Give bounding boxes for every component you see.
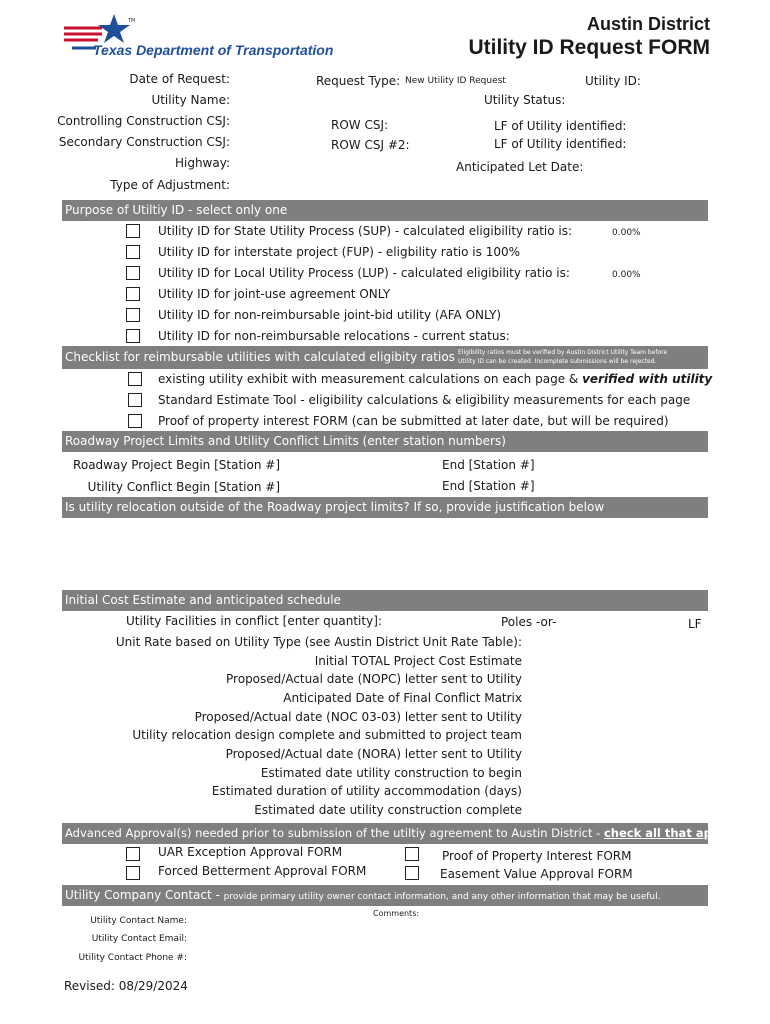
cost-section-header: Initial Cost Estimate and anticipated schedule bbox=[62, 590, 708, 611]
contact-email-label: Utility Contact Email: bbox=[91, 934, 187, 944]
anticipated-let-date-label: Anticipated Let Date: bbox=[456, 160, 584, 174]
facilities-label: Utility Facilities in conflict [enter quantity]: bbox=[126, 614, 382, 628]
controlling-csj-label: Controlling Construction CSJ: bbox=[57, 114, 230, 128]
uar-exception-checkbox[interactable] bbox=[126, 847, 140, 861]
checklist-item-exhibit-text: existing utility exhibit with measurement calculations on each page & bbox=[158, 372, 583, 386]
checklist-note bbox=[458, 348, 667, 366]
utility-id-label: Utility ID: bbox=[585, 74, 641, 88]
date-of-request-label: Date of Request: bbox=[129, 72, 230, 86]
row-csj-label: ROW CSJ: bbox=[331, 118, 389, 132]
purpose-lup-checkbox[interactable] bbox=[126, 266, 140, 280]
advanced-approval-header bbox=[62, 823, 732, 844]
cost-row-label: Estimated duration of utility accommodation (days) bbox=[211, 784, 522, 798]
checklist-note-line1: Eligibility ratios must be verified by Austin District Utility Team before bbox=[458, 349, 668, 356]
highway-label: Highway: bbox=[174, 156, 230, 170]
checklist-item-estimate: Standard Estimate Tool - eligibility calculations & eligibility measurements for each page bbox=[158, 393, 691, 407]
checklist-exhibit-checkbox[interactable] bbox=[128, 372, 142, 386]
purpose-fup-checkbox[interactable] bbox=[126, 245, 140, 259]
lf-label: LF bbox=[688, 617, 702, 631]
cost-row-label: Proposed/Actual date (NOC 03-03) letter sent to Utility bbox=[194, 710, 522, 724]
checklist-note-line2: Utility ID can be created. Incomplete submissions will be rejected. bbox=[458, 358, 657, 365]
unit-rate-label: Unit Rate based on Utility Type (see Austin District Unit Rate Table): bbox=[115, 635, 522, 649]
purpose-non-reimbursable-checkbox[interactable] bbox=[126, 329, 140, 343]
org-name: Texas Department of Transportation bbox=[93, 42, 334, 58]
lf-identified-1-label: LF of Utility identified: bbox=[494, 119, 627, 133]
purpose-joint-use-checkbox[interactable] bbox=[126, 287, 140, 301]
advanced-header-text: Advanced Approval(s) needed prior to submission of the utiltiy agreement to Austin District - bbox=[65, 826, 604, 840]
justification-area[interactable] bbox=[62, 520, 708, 588]
request-type-label: Request Type: bbox=[316, 74, 401, 88]
easement-value-label: Easement Value Approval FORM bbox=[440, 867, 633, 881]
cost-row-label: Proposed/Actual date (NOPC) letter sent to Utility bbox=[226, 672, 522, 686]
purpose-item: Utility ID for non-reimbursable relocations - current status: bbox=[158, 329, 510, 343]
contact-header-main: Utility Company Contact - bbox=[65, 888, 224, 902]
utility-name-label: Utility Name: bbox=[151, 93, 230, 107]
sup-ratio-value: 0.00% bbox=[612, 228, 641, 238]
purpose-item: Utility ID for Local Utility Process (LUP) - calculated eligibility ratio is: bbox=[158, 266, 570, 280]
easement-value-checkbox[interactable] bbox=[405, 866, 419, 880]
secondary-csj-label: Secondary Construction CSJ: bbox=[58, 135, 230, 149]
contact-name-label: Utility Contact Name: bbox=[90, 916, 187, 926]
proof-property-label: Proof of Property Interest FORM bbox=[442, 849, 632, 863]
checklist-item-property: Proof of property interest FORM (can be submitted at later date, but will be required) bbox=[158, 414, 669, 428]
purpose-joint-bid-checkbox[interactable] bbox=[126, 308, 140, 322]
proof-property-checkbox[interactable] bbox=[405, 847, 419, 861]
revised-date: Revised: 08/29/2024 bbox=[64, 979, 188, 993]
purpose-section-header: Purpose of Utiltiy ID - select only one bbox=[62, 200, 708, 221]
conflict-end-label: End [Station #] bbox=[442, 479, 535, 493]
trademark-label: TM bbox=[128, 18, 136, 24]
request-type-value[interactable]: New Utility ID Request bbox=[405, 76, 506, 86]
cost-row-label: Anticipated Date of Final Conflict Matrix bbox=[283, 691, 522, 705]
district-title: Austin District bbox=[586, 14, 710, 34]
utility-status-label: Utility Status: bbox=[484, 93, 566, 107]
form-title: Utility ID Request FORM bbox=[468, 36, 710, 59]
checklist-header-text: Checklist for reimbursable utilities with calculated eligibity ratios bbox=[65, 350, 455, 364]
cost-row-label: Initial TOTAL Project Cost Estimate bbox=[314, 654, 522, 668]
checklist-item-exhibit bbox=[158, 372, 712, 386]
comments-label: Comments: bbox=[373, 909, 420, 918]
contact-section-header bbox=[62, 885, 708, 906]
contact-header-sub: provide primary utility owner contact information, and any other information that may be useful. bbox=[223, 892, 661, 902]
checklist-estimate-tool-checkbox[interactable] bbox=[128, 393, 142, 407]
purpose-item: Utility ID for non-reimbursable joint-bid utility (AFA ONLY) bbox=[158, 308, 502, 322]
verified-emphasis: verified with utility bbox=[582, 372, 713, 386]
check-all-link: check all that apply bbox=[603, 826, 732, 840]
purpose-sup-checkbox[interactable] bbox=[126, 224, 140, 238]
cost-row-label: Estimated date utility construction to begin bbox=[260, 766, 522, 780]
cost-row-label: Estimated date utility construction complete bbox=[254, 803, 522, 817]
conflict-begin-label: Utility Conflict Begin [Station #] bbox=[87, 480, 280, 494]
forced-betterment-checkbox[interactable] bbox=[126, 866, 140, 880]
uar-exception-label: UAR Exception Approval FORM bbox=[158, 845, 343, 859]
purpose-item: Utility ID for State Utility Process (SUP) - calculated eligibility ratio is: bbox=[158, 224, 573, 238]
type-of-adjustment-label: Type of Adjustment: bbox=[110, 178, 230, 192]
outside-limits-header: Is utility relocation outside of the Roadway project limits? If so, provide justification below bbox=[62, 497, 708, 518]
contact-phone-label: Utility Contact Phone #: bbox=[78, 953, 187, 963]
forced-betterment-label: Forced Betterment Approval FORM bbox=[158, 864, 367, 878]
lf-identified-2-label: LF of Utility identified: bbox=[494, 137, 627, 151]
purpose-item: Utility ID for interstate project (FUP) - eligbility ratio is 100% bbox=[158, 245, 520, 259]
cost-row-label: Proposed/Actual date (NORA) letter sent to Utility bbox=[225, 747, 522, 761]
limits-section-header: Roadway Project Limits and Utility Conflict Limits (enter station numbers) bbox=[62, 431, 708, 452]
cost-row-label: Utility relocation design complete and submitted to project team bbox=[132, 728, 522, 742]
poles-label: Poles -or- bbox=[501, 615, 557, 629]
purpose-item: Utility ID for joint-use agreement ONLY bbox=[158, 287, 391, 301]
lup-ratio-value: 0.00% bbox=[612, 270, 641, 280]
roadway-end-label: End [Station #] bbox=[442, 458, 535, 472]
checklist-property-checkbox[interactable] bbox=[128, 414, 142, 428]
roadway-begin-label: Roadway Project Begin [Station #] bbox=[73, 458, 280, 472]
row-csj2-label: ROW CSJ #2: bbox=[331, 138, 410, 152]
